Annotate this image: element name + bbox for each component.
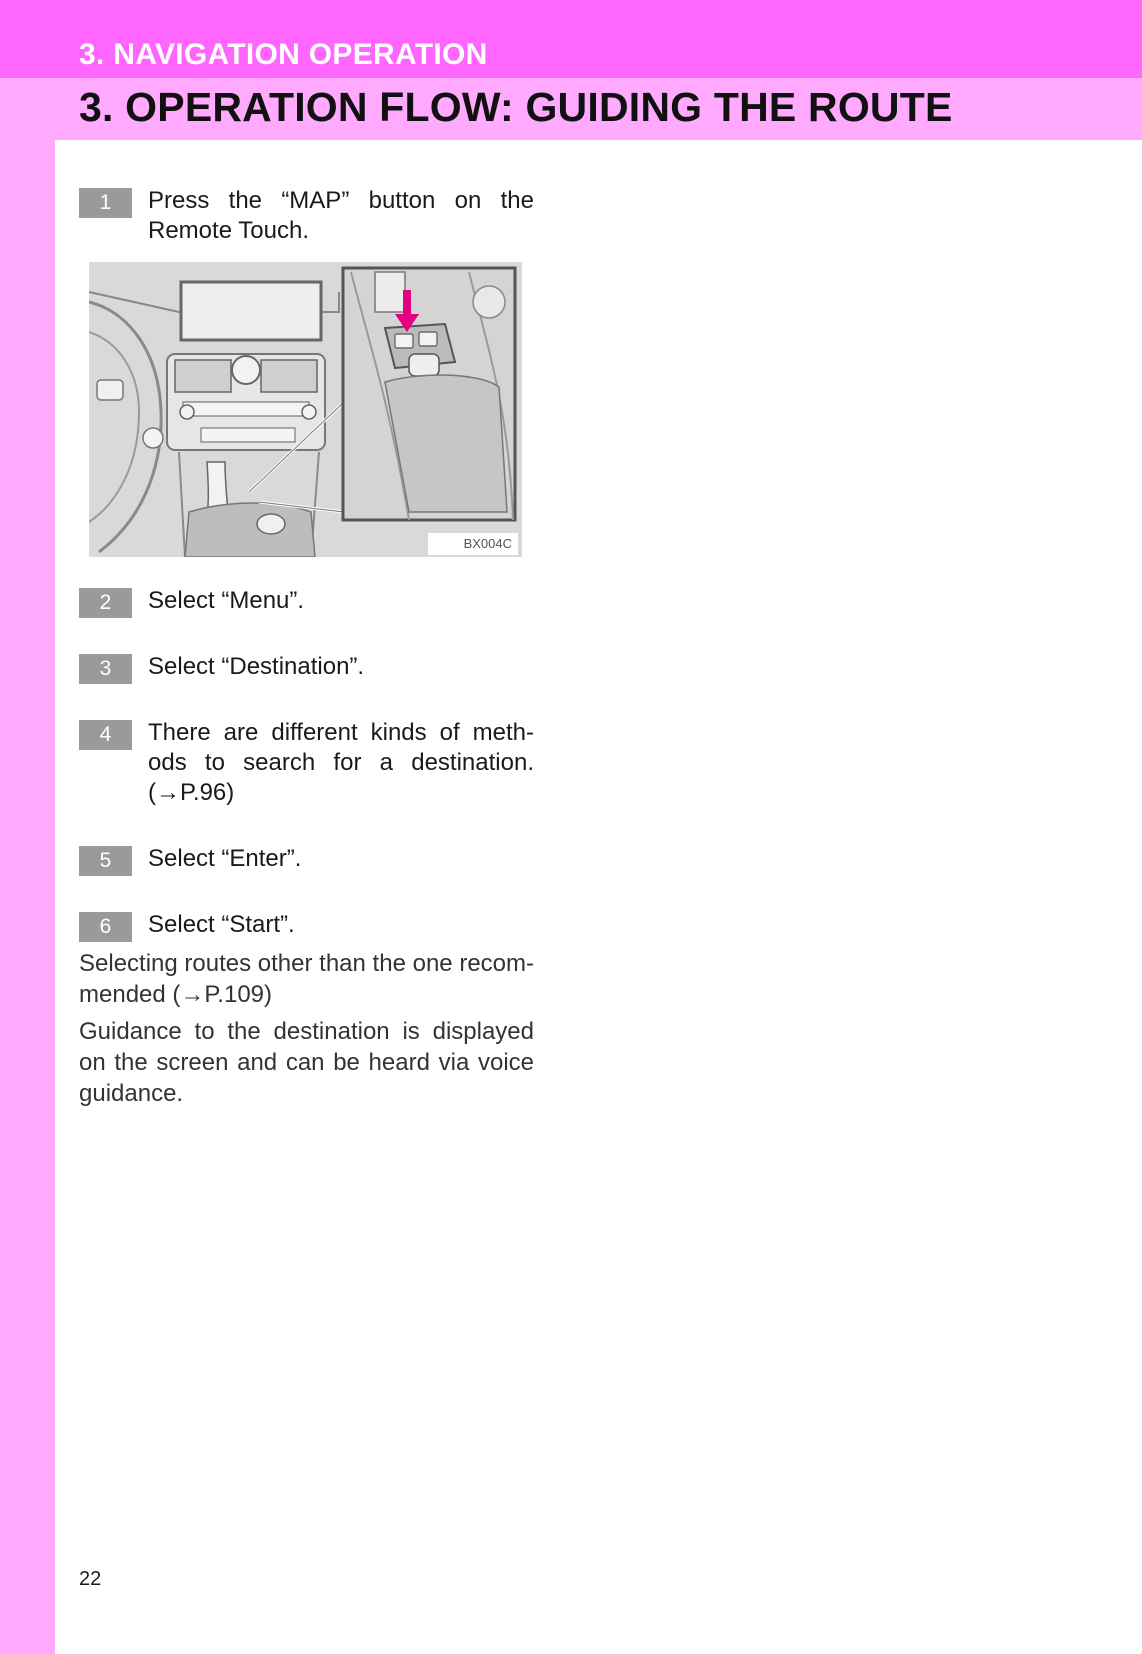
step-number-badge: 1 (79, 188, 132, 218)
step-text: Select “Destination”. (148, 653, 365, 680)
step-number-badge: 2 (79, 588, 132, 618)
step-number-badge: 5 (79, 846, 132, 876)
step-text: Select “Start”. (148, 911, 295, 938)
step-number-badge: 6 (79, 912, 132, 942)
step-1 (79, 186, 534, 246)
step-number-badge: 4 (79, 720, 132, 750)
remote-touch-illustration (89, 262, 522, 557)
side-strip (0, 140, 55, 1654)
section-title: 3. NAVIGATION OPERATION (79, 38, 488, 71)
step-4 (79, 718, 534, 808)
note-alternate-routes: Selecting routes other than the one recom-mended (→P.109) (79, 950, 534, 1008)
step-3 (79, 652, 534, 682)
figure-code: BX004C (428, 533, 518, 555)
step-number-badge: 3 (79, 654, 132, 684)
dashboard-drawing (89, 262, 522, 557)
step-6 (79, 910, 534, 940)
step-text: Press the “MAP” button on the Remote Touch. (148, 187, 534, 244)
step-text: Select “Menu”. (148, 587, 305, 614)
step-text: There are different kinds of meth-ods to search for a destination. (→P.96) (148, 719, 534, 806)
step-2 (79, 586, 534, 616)
step-text: Select “Enter”. (148, 845, 302, 872)
page-number: 22 (79, 1568, 102, 1590)
page-title: 3. OPERATION FLOW: GUIDING THE ROUTE (79, 84, 953, 130)
step-5 (79, 844, 534, 874)
note-guidance: Guidance to the destination is displayed on the screen and can be heard via voice guidance. (79, 1018, 534, 1107)
